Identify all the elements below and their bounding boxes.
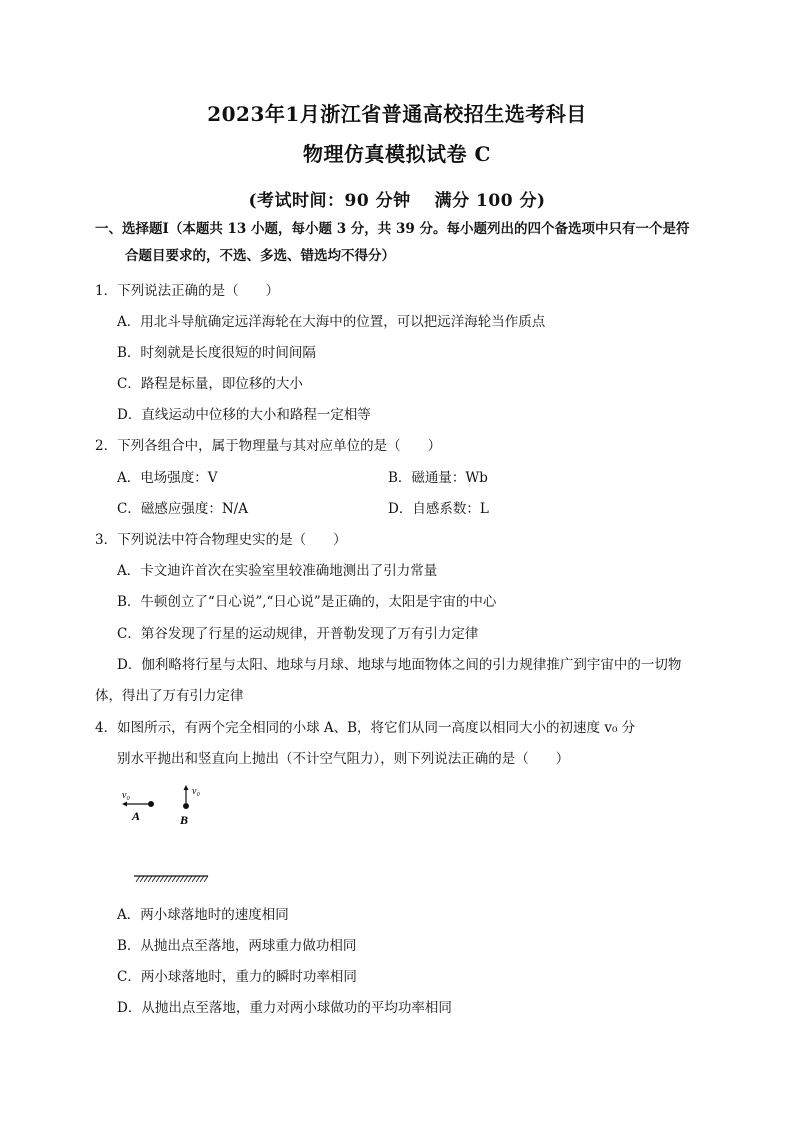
projectile-figure <box>118 782 218 892</box>
question-1-option-d: D．直线运动中位移的大小和路程一定相等 <box>117 407 371 423</box>
question-1-option-a: A．用北斗导航确定远洋海轮在大海中的位置，可以把远洋海轮当作质点 <box>117 314 546 330</box>
ball-b <box>183 803 189 809</box>
arrow-b-head <box>184 785 189 790</box>
question-4-option-c: C．两小球落地时，重力的瞬时功率相同 <box>117 969 357 985</box>
question-2-option-d: D．自感系数：L <box>388 501 489 517</box>
exam-title-line1: 2023年1月浙江省普通高校招生选考科目 <box>207 102 587 126</box>
ball-a <box>148 801 154 807</box>
exam-time: (考试时间：90 分钟 <box>248 191 411 211</box>
ground-hatch <box>136 876 208 882</box>
question-2-stem: 2．下列各组合中，属于物理量与其对应单位的是（ ） <box>95 438 442 454</box>
question-2-option-b: B．磁通量：Wb <box>388 470 488 486</box>
question-1-option-b: B．时刻就是长度很短的时间间隔 <box>117 345 316 361</box>
question-4-stem: 4．如图所示，有两个完全相同的小球 A、B，将它们从同一高度以相同大小的初速度 v₀ 分 <box>95 720 636 736</box>
exam-info <box>0 186 794 211</box>
question-3-option-c: C．第谷发现了行星的运动规律，开普勒发现了万有引力定律 <box>117 626 479 642</box>
question-3-stem: 3．下列说法中符合物理史实的是（ ） <box>95 532 347 548</box>
label-a: A <box>132 809 141 823</box>
question-4-option-d: D．从抛出点至落地，重力对两小球做功的平均功率相同 <box>117 1000 452 1016</box>
question-4-option-a: A．两小球落地时的速度相同 <box>117 907 289 923</box>
section-heading-cont: 合题目要求的，不选、多选、错选均不得分） <box>125 248 395 264</box>
question-3-option-d-cont: 体，得出了万有引力定律 <box>95 688 244 704</box>
v0-label-a: v₀ <box>122 790 130 801</box>
arrow-a-head <box>122 802 127 807</box>
question-3-option-a: A．卡文迪许首次在实验室里较准确地测出了引力常量 <box>117 563 438 579</box>
question-4-stem-cont: 别水平抛出和竖直向上抛出（不计空气阻力），则下列说法正确的是（ ） <box>117 751 570 767</box>
label-b: B <box>180 813 189 827</box>
question-1-option-c: C．路程是标量，即位移的大小 <box>117 376 303 392</box>
question-1-stem: 1．下列说法正确的是（ ） <box>95 283 280 299</box>
question-3-option-d: D．伽利略将行星与太阳、地球与月球、地球与地面物体之间的引力规律推广到宇宙中的一切物 <box>117 657 682 673</box>
exam-full-score: 满分 100 分) <box>434 191 546 211</box>
question-4-option-b: B．从抛出点至落地，两球重力做功相同 <box>117 938 357 954</box>
v0-label-b: v₀ <box>192 786 200 797</box>
section-heading: 一、选择题Ⅰ（本题共 13 小题，每小题 3 分，共 39 分。每小题列出的四个备选项中只有一个是符 <box>95 221 690 237</box>
question-2-option-a: A．电场强度：V <box>117 470 218 486</box>
exam-title-line2: 物理仿真模拟试卷 C <box>303 142 491 166</box>
question-2-option-c: C．磁感应强度：N/A <box>117 501 248 517</box>
question-3-option-b: B．牛顿创立了“日心说”,“日心说”是正确的，太阳是宇宙的中心 <box>117 594 497 610</box>
